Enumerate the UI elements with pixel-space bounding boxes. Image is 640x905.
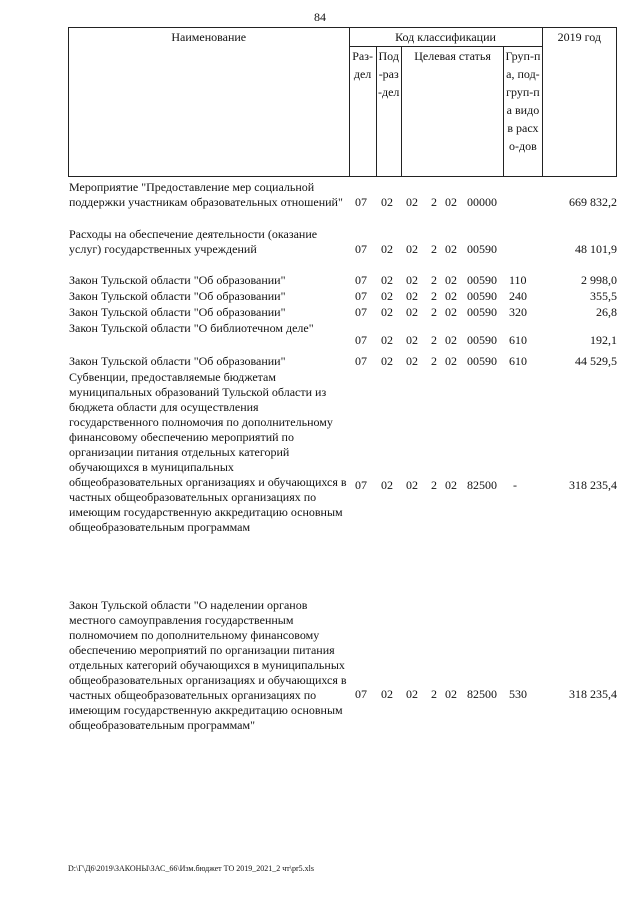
row-name: Закон Тульской области "Об образовании" xyxy=(69,354,286,368)
cell-celevaya-3: 02 xyxy=(445,478,457,492)
cell-podrazdel: 02 xyxy=(381,195,393,209)
cell-celevaya-4: 00590 xyxy=(467,289,497,303)
row-name: Закон Тульской области "Об образовании" xyxy=(69,273,286,287)
table-header xyxy=(68,27,617,177)
cell-celevaya-1: 02 xyxy=(406,289,418,303)
cell-gruppa: 530 xyxy=(509,687,527,701)
header-celevaya: Целевая статья xyxy=(401,47,504,177)
cell-podrazdel: 02 xyxy=(381,687,393,701)
cell-amount: 48 101,9 xyxy=(575,242,617,256)
header-podrazdel-label: Под-раз-дел xyxy=(378,49,400,99)
cell-celevaya-4: 00000 xyxy=(467,195,497,209)
cell-amount: 355,5 xyxy=(590,289,617,303)
cell-celevaya-1: 02 xyxy=(406,305,418,319)
row-name: Расходы на обеспечение деятельности (оказание услуг) государственных учреждений xyxy=(69,227,318,256)
cell-celevaya-4: 82500 xyxy=(467,687,497,701)
cell-celevaya-4: 82500 xyxy=(467,478,497,492)
header-razdel xyxy=(349,47,376,177)
cell-celevaya-1: 02 xyxy=(406,333,418,347)
row-name: Закон Тульской области "Об образовании" xyxy=(69,289,286,303)
cell-celevaya-3: 02 xyxy=(445,354,457,368)
cell-podrazdel: 02 xyxy=(381,478,393,492)
cell-celevaya-3: 02 xyxy=(445,242,457,256)
cell-podrazdel: 02 xyxy=(381,289,393,303)
cell-celevaya-2: 2 xyxy=(431,333,437,347)
cell-celevaya-2: 2 xyxy=(431,195,437,209)
header-podrazdel xyxy=(376,47,401,177)
cell-celevaya-4: 00590 xyxy=(467,305,497,319)
row-name: Закон Тульской области "О наделении органов местного самоуправления государственным полномочием по дополнительному финансовому обеспечению мероприятий по организации питания отдельных категорий обучающихся в муниципальных общеобразовательных организациях и обучающихся в частных общеобразовательных организациях по имеющим государственную аккредитацию основным общеобразовательным программам" xyxy=(69,598,347,732)
header-name: Наименование xyxy=(69,28,350,177)
cell-amount: 669 832,2 xyxy=(569,195,617,209)
cell-celevaya-4: 00590 xyxy=(467,242,497,256)
cell-razdel: 07 xyxy=(355,687,367,701)
cell-celevaya-2: 2 xyxy=(431,305,437,319)
cell-razdel: 07 xyxy=(355,333,367,347)
cell-razdel: 07 xyxy=(355,289,367,303)
cell-celevaya-1: 02 xyxy=(406,195,418,209)
cell-celevaya-1: 02 xyxy=(406,687,418,701)
header-razdel-label: Раз-дел xyxy=(352,49,373,81)
cell-celevaya-2: 2 xyxy=(431,478,437,492)
cell-celevaya-3: 02 xyxy=(445,273,457,287)
cell-razdel: 07 xyxy=(355,305,367,319)
cell-gruppa: 610 xyxy=(509,354,527,368)
cell-razdel: 07 xyxy=(355,242,367,256)
cell-podrazdel: 02 xyxy=(381,273,393,287)
page-number: 84 xyxy=(314,10,326,24)
cell-celevaya-4: 00590 xyxy=(467,273,497,287)
cell-celevaya-2: 2 xyxy=(431,242,437,256)
cell-razdel: 07 xyxy=(355,195,367,209)
header-code-group: Код классификации xyxy=(349,28,542,47)
cell-celevaya-4: 00590 xyxy=(467,354,497,368)
cell-podrazdel: 02 xyxy=(381,333,393,347)
cell-amount: 192,1 xyxy=(590,333,617,347)
cell-celevaya-1: 02 xyxy=(406,242,418,256)
cell-celevaya-4: 00590 xyxy=(467,333,497,347)
cell-celevaya-2: 2 xyxy=(431,273,437,287)
cell-razdel: 07 xyxy=(355,273,367,287)
cell-celevaya-2: 2 xyxy=(431,687,437,701)
header-gruppa xyxy=(504,47,542,177)
footer-file-path: D:\Г\Д6\2019\ЗАКОНЫ\ЗАС_66\Изм.бюджет ТО 2019_2021_2 чт\pr5.xls xyxy=(68,864,314,873)
cell-podrazdel: 02 xyxy=(381,305,393,319)
row-name: Закон Тульской области "Об образовании" xyxy=(69,305,286,319)
cell-celevaya-1: 02 xyxy=(406,273,418,287)
row-name: Мероприятие "Предоставление мер социальной поддержки участникам образовательных отношений" xyxy=(69,180,343,209)
cell-gruppa: 320 xyxy=(509,305,527,319)
cell-celevaya-3: 02 xyxy=(445,289,457,303)
cell-podrazdel: 02 xyxy=(381,354,393,368)
cell-amount: 2 998,0 xyxy=(581,273,617,287)
cell-gruppa: 240 xyxy=(509,289,527,303)
row-name: Субвенции, предоставляемые бюджетам муниципальных образований Тульской области из бюджета области для осуществления государственного полномочия по дополнительному финансовому обеспечению мероприятий по организации питания отдельных категорий обучающихся в муниципальных общеобразовательных организациях и обучающихся в частных общеобразовательных организациях по имеющим государственную аккредитацию основным общеобразовательным программам xyxy=(69,370,347,534)
row-name: Закон Тульской области "О библиотечном деле" xyxy=(69,321,314,335)
header-year: 2019 год xyxy=(542,28,616,177)
cell-gruppa: 110 xyxy=(509,273,527,287)
cell-razdel: 07 xyxy=(355,478,367,492)
cell-celevaya-1: 02 xyxy=(406,478,418,492)
cell-celevaya-3: 02 xyxy=(445,195,457,209)
header-gruppa-label: Груп-па, под-груп-па видов расхо-дов xyxy=(505,49,541,153)
cell-amount: 26,8 xyxy=(596,305,617,319)
cell-amount: 44 529,5 xyxy=(575,354,617,368)
cell-celevaya-3: 02 xyxy=(445,333,457,347)
cell-gruppa: - xyxy=(513,478,517,492)
cell-celevaya-2: 2 xyxy=(431,354,437,368)
cell-celevaya-3: 02 xyxy=(445,687,457,701)
cell-amount: 318 235,4 xyxy=(569,687,617,701)
cell-celevaya-1: 02 xyxy=(406,354,418,368)
cell-podrazdel: 02 xyxy=(381,242,393,256)
cell-celevaya-2: 2 xyxy=(431,289,437,303)
cell-gruppa: 610 xyxy=(509,333,527,347)
cell-amount: 318 235,4 xyxy=(569,478,617,492)
cell-celevaya-3: 02 xyxy=(445,305,457,319)
cell-razdel: 07 xyxy=(355,354,367,368)
